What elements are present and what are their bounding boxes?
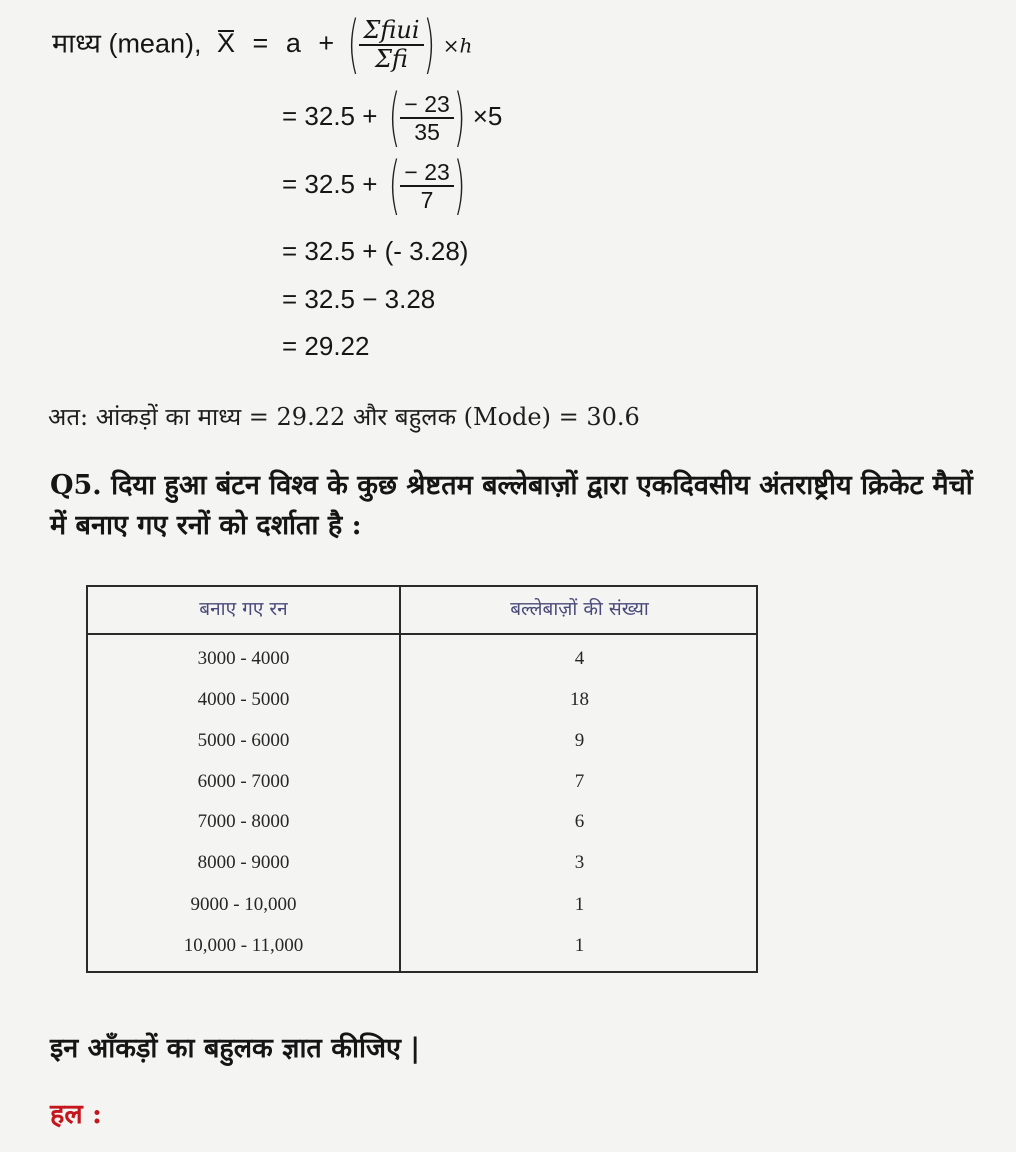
fraction-numerator: Σfiui <box>363 16 420 44</box>
table-cell-runs: 8000 - 9000 <box>197 852 290 873</box>
table-cell-runs: 9000 - 10,000 <box>190 894 297 915</box>
table-cell-runs: 7000 - 8000 <box>197 811 290 832</box>
table-cell-count: 3 <box>574 852 585 873</box>
sum-fraction <box>359 18 423 72</box>
table-cell-count: 6 <box>574 811 585 832</box>
table-cell-count: 1 <box>574 935 585 956</box>
header-runs: बनाए गए रन <box>199 598 288 620</box>
question-q5: Q5. दिया हुआ बंटन विश्व के कुछ श्रेष्टतम बल्लेबाज़ों द्वारा एकदिवसीय अंतराष्ट्रीय क्रिकेट मैचों में बनाए गए रनों को दर्शाता है : <box>50 470 973 541</box>
times-h: ×h <box>442 33 473 58</box>
table-cell-count: 18 <box>570 689 589 710</box>
find-mode-prompt: इन आँकड़ों का बहुलक ज्ञात कीजिए | <box>50 1033 421 1064</box>
mean-formula <box>52 8 473 82</box>
table-cell-count: 9 <box>574 730 585 751</box>
table-cell-runs: 6000 - 7000 <box>197 771 290 792</box>
conclusion-text: अत: आंकड़ों का माध्य = 29.22 और बहुलक (Mode) = 30.6 <box>48 403 640 431</box>
equals-sign: = <box>252 28 269 59</box>
table-cell-runs: 5000 - 6000 <box>197 730 290 751</box>
step-5: = 29.22 <box>282 331 370 361</box>
step-2: = 32.5 + ( $\frac{- 23}{7}$ ) <box>282 149 466 223</box>
table-cell-runs: 4000 - 5000 <box>197 689 290 710</box>
step-1: = 32.5 + ( $\frac{- 23}{35}$ ) ×5 <box>282 81 503 155</box>
table-cell-count: 4 <box>574 648 585 669</box>
fraction-parenthesis: ( $\frac{\text{Σfiui}}{\text{Σfi}}$ ) <box>347 8 436 82</box>
fraction-denominator: Σfi <box>374 45 408 74</box>
header-batsmen-count: बल्लेबाज़ों की संख्या <box>510 598 649 620</box>
runs-table <box>86 585 758 973</box>
step-3: = 32.5 + (- 3.28) <box>282 236 469 266</box>
step-2-fraction: $\frac{- 23}{7}$ <box>400 160 453 212</box>
assumed-mean-a: a <box>285 28 301 59</box>
table-cell-count: 1 <box>574 894 585 915</box>
mean-label: माध्य (mean), <box>52 28 202 59</box>
step-4: = 32.5 − 3.28 <box>282 284 436 314</box>
x-bar: X <box>217 28 236 59</box>
plus-sign: + <box>318 28 335 59</box>
table-cell-runs: 3000 - 4000 <box>197 648 290 669</box>
solution-label: हल : <box>50 1099 103 1130</box>
table-cell-runs: 10,000 - 11,000 <box>183 935 304 956</box>
step-1-fraction: $\frac{- 23}{35}$ <box>400 92 453 144</box>
header-divider <box>88 633 756 635</box>
table-cell-count: 7 <box>574 771 585 792</box>
